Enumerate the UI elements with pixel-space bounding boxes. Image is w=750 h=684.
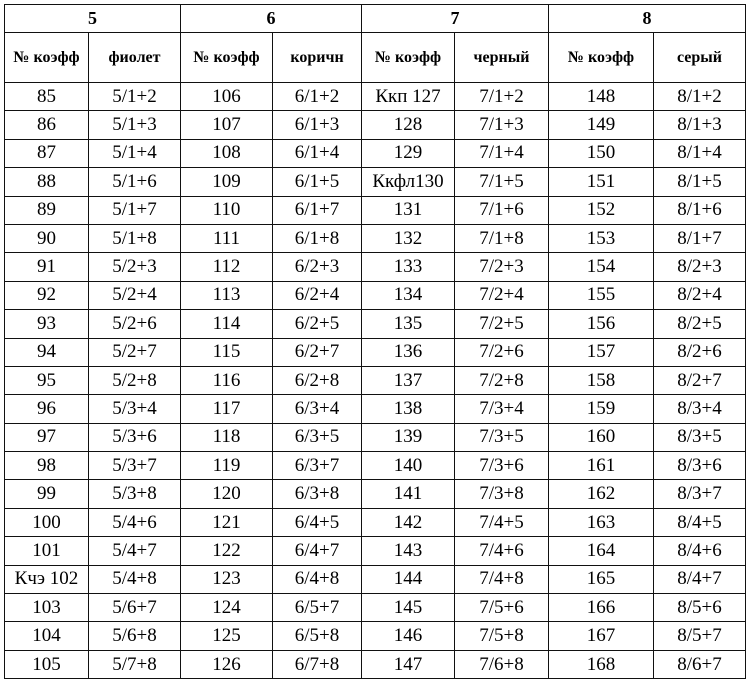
table-row	[5, 139, 746, 167]
table-cell: 5/3+7	[89, 452, 181, 480]
table-cell: 5/3+4	[89, 395, 181, 423]
table-cell: 120	[181, 480, 273, 508]
table-cell: 6/2+7	[273, 338, 362, 366]
table-cell: 167	[549, 622, 654, 650]
table-cell: 168	[549, 650, 654, 678]
table-cell: 7/3+4	[455, 395, 549, 423]
table-cell: 7/5+6	[455, 594, 549, 622]
table-cell: 152	[549, 196, 654, 224]
table-cell: 8/2+3	[654, 253, 746, 281]
table-cell: 8/1+7	[654, 224, 746, 252]
table-cell: 8/5+6	[654, 594, 746, 622]
table-cell: 110	[181, 196, 273, 224]
table-cell: 159	[549, 395, 654, 423]
table-cell: 155	[549, 281, 654, 309]
table-cell: 7/1+3	[455, 111, 549, 139]
table-cell: 131	[362, 196, 455, 224]
table-cell: 5/2+4	[89, 281, 181, 309]
table-row	[5, 253, 746, 281]
table-cell: 6/5+8	[273, 622, 362, 650]
table-cell: 109	[181, 168, 273, 196]
table-cell: 100	[5, 508, 89, 536]
table-cell: 161	[549, 452, 654, 480]
table-cell: 7/2+4	[455, 281, 549, 309]
table-cell: 8/3+7	[654, 480, 746, 508]
table-cell: 117	[181, 395, 273, 423]
table-cell: 5/1+3	[89, 111, 181, 139]
table-cell: 107	[181, 111, 273, 139]
table-cell: 147	[362, 650, 455, 678]
table-cell: 8/3+5	[654, 423, 746, 451]
table-cell: 5/2+6	[89, 310, 181, 338]
table-cell: 6/2+5	[273, 310, 362, 338]
table-cell: 140	[362, 452, 455, 480]
table-cell: 7/4+5	[455, 508, 549, 536]
table-cell: 5/6+8	[89, 622, 181, 650]
table-row	[5, 281, 746, 309]
group-header-7: 7	[362, 5, 549, 33]
table-row	[5, 338, 746, 366]
table-cell: 158	[549, 366, 654, 394]
column-header-coef-5: № коэфф	[5, 33, 89, 83]
table-cell: 7/4+8	[455, 565, 549, 593]
table-cell: 135	[362, 310, 455, 338]
table-cell: 6/1+4	[273, 139, 362, 167]
table-cell: 8/3+4	[654, 395, 746, 423]
table-cell: 139	[362, 423, 455, 451]
table-cell: 105	[5, 650, 89, 678]
table-cell: 104	[5, 622, 89, 650]
column-header-gray: серый	[654, 33, 746, 83]
column-header-violet: фиолет	[89, 33, 181, 83]
table-cell: 8/2+6	[654, 338, 746, 366]
table-cell: 119	[181, 452, 273, 480]
table-cell: 6/4+5	[273, 508, 362, 536]
table-cell: 5/2+3	[89, 253, 181, 281]
table-cell: 6/2+4	[273, 281, 362, 309]
table-cell: 118	[181, 423, 273, 451]
table-cell: 7/3+8	[455, 480, 549, 508]
table-cell: 7/4+6	[455, 537, 549, 565]
table-cell: 6/4+8	[273, 565, 362, 593]
table-cell: 143	[362, 537, 455, 565]
table-cell: 90	[5, 224, 89, 252]
table-cell: 94	[5, 338, 89, 366]
table-cell: 7/6+8	[455, 650, 549, 678]
coefficient-table-container	[4, 4, 746, 679]
table-cell: 114	[181, 310, 273, 338]
table-cell: 8/4+7	[654, 565, 746, 593]
table-cell: 6/7+8	[273, 650, 362, 678]
table-row	[5, 395, 746, 423]
table-cell: 6/1+3	[273, 111, 362, 139]
table-cell: 103	[5, 594, 89, 622]
table-cell: 113	[181, 281, 273, 309]
table-cell: 5/1+6	[89, 168, 181, 196]
table-row	[5, 224, 746, 252]
table-cell: 5/6+7	[89, 594, 181, 622]
table-cell: 154	[549, 253, 654, 281]
table-cell: 136	[362, 338, 455, 366]
table-row	[5, 594, 746, 622]
table-cell: 6/1+5	[273, 168, 362, 196]
table-cell: 95	[5, 366, 89, 394]
table-cell: 6/3+8	[273, 480, 362, 508]
table-cell: 8/1+6	[654, 196, 746, 224]
table-cell: 148	[549, 83, 654, 111]
table-cell: 8/1+5	[654, 168, 746, 196]
table-cell: Ккп 127	[362, 83, 455, 111]
table-cell: 98	[5, 452, 89, 480]
table-cell: 163	[549, 508, 654, 536]
table-cell: 6/1+7	[273, 196, 362, 224]
table-cell: 149	[549, 111, 654, 139]
table-cell: 6/4+7	[273, 537, 362, 565]
table-cell: 93	[5, 310, 89, 338]
table-cell: 106	[181, 83, 273, 111]
table-cell: 7/5+8	[455, 622, 549, 650]
table-cell: 134	[362, 281, 455, 309]
table-cell: 6/3+4	[273, 395, 362, 423]
table-cell: 116	[181, 366, 273, 394]
table-cell: 7/2+5	[455, 310, 549, 338]
table-cell: 96	[5, 395, 89, 423]
table-row	[5, 168, 746, 196]
table-cell: 144	[362, 565, 455, 593]
table-cell: 6/1+8	[273, 224, 362, 252]
table-cell: 162	[549, 480, 654, 508]
table-cell: 7/1+4	[455, 139, 549, 167]
table-cell: 6/3+7	[273, 452, 362, 480]
table-cell: 101	[5, 537, 89, 565]
table-cell: 166	[549, 594, 654, 622]
table-cell: 7/1+5	[455, 168, 549, 196]
table-cell: 5/1+7	[89, 196, 181, 224]
table-cell: 7/1+6	[455, 196, 549, 224]
table-cell: 85	[5, 83, 89, 111]
table-cell: 151	[549, 168, 654, 196]
table-cell: 133	[362, 253, 455, 281]
table-row	[5, 83, 746, 111]
table-cell: 137	[362, 366, 455, 394]
table-cell: 97	[5, 423, 89, 451]
table-cell: 5/4+6	[89, 508, 181, 536]
table-cell: 8/1+2	[654, 83, 746, 111]
column-header-row	[5, 33, 746, 83]
table-cell: 153	[549, 224, 654, 252]
table-cell: 145	[362, 594, 455, 622]
table-row	[5, 565, 746, 593]
table-cell: 142	[362, 508, 455, 536]
table-row	[5, 452, 746, 480]
table-row	[5, 480, 746, 508]
table-cell: 6/3+5	[273, 423, 362, 451]
table-cell: 123	[181, 565, 273, 593]
group-header-8: 8	[549, 5, 746, 33]
table-row	[5, 508, 746, 536]
table-row	[5, 622, 746, 650]
table-cell: 157	[549, 338, 654, 366]
table-cell: 6/5+7	[273, 594, 362, 622]
table-cell: 5/1+4	[89, 139, 181, 167]
table-cell: 5/1+8	[89, 224, 181, 252]
table-cell: 112	[181, 253, 273, 281]
table-cell: 146	[362, 622, 455, 650]
table-cell: 88	[5, 168, 89, 196]
table-cell: 87	[5, 139, 89, 167]
table-cell: 124	[181, 594, 273, 622]
table-cell: 8/4+6	[654, 537, 746, 565]
table-cell: 8/1+4	[654, 139, 746, 167]
table-cell: 141	[362, 480, 455, 508]
table-cell: 99	[5, 480, 89, 508]
column-header-coef-7: № коэфф	[362, 33, 455, 83]
table-cell: 5/4+7	[89, 537, 181, 565]
table-cell: Ккфл130	[362, 168, 455, 196]
table-cell: 6/1+2	[273, 83, 362, 111]
table-cell: 5/7+8	[89, 650, 181, 678]
group-header-5: 5	[5, 5, 181, 33]
column-header-brown: коричн	[273, 33, 362, 83]
table-cell: 8/5+7	[654, 622, 746, 650]
group-header-row	[5, 5, 746, 33]
table-cell: 6/2+3	[273, 253, 362, 281]
table-cell: 7/1+2	[455, 83, 549, 111]
column-header-black: черный	[455, 33, 549, 83]
table-cell: 8/1+3	[654, 111, 746, 139]
table-cell: 86	[5, 111, 89, 139]
table-cell: 5/3+8	[89, 480, 181, 508]
table-cell: 129	[362, 139, 455, 167]
table-cell: 138	[362, 395, 455, 423]
table-cell: 156	[549, 310, 654, 338]
table-cell: 89	[5, 196, 89, 224]
table-cell: 5/3+6	[89, 423, 181, 451]
column-header-coef-8: № коэфф	[549, 33, 654, 83]
table-cell: 125	[181, 622, 273, 650]
table-cell: 115	[181, 338, 273, 366]
table-cell: 160	[549, 423, 654, 451]
table-cell: 8/2+5	[654, 310, 746, 338]
table-cell: 8/3+6	[654, 452, 746, 480]
table-row	[5, 650, 746, 678]
table-cell: 121	[181, 508, 273, 536]
table-cell: 7/1+8	[455, 224, 549, 252]
table-cell: 7/3+5	[455, 423, 549, 451]
table-cell: 5/2+8	[89, 366, 181, 394]
group-header-6: 6	[181, 5, 362, 33]
table-cell: 8/6+7	[654, 650, 746, 678]
table-row	[5, 310, 746, 338]
table-cell: 126	[181, 650, 273, 678]
table-body	[5, 83, 746, 679]
table-cell: 7/2+8	[455, 366, 549, 394]
table-row	[5, 423, 746, 451]
column-header-coef-6: № коэфф	[181, 33, 273, 83]
table-cell: 8/4+5	[654, 508, 746, 536]
table-cell: Кчэ 102	[5, 565, 89, 593]
table-row	[5, 196, 746, 224]
table-cell: 164	[549, 537, 654, 565]
table-cell: 8/2+7	[654, 366, 746, 394]
table-cell: 132	[362, 224, 455, 252]
table-cell: 8/2+4	[654, 281, 746, 309]
table-cell: 7/3+6	[455, 452, 549, 480]
table-cell: 165	[549, 565, 654, 593]
table-row	[5, 537, 746, 565]
table-cell: 5/1+2	[89, 83, 181, 111]
table-cell: 92	[5, 281, 89, 309]
table-cell: 5/2+7	[89, 338, 181, 366]
table-row	[5, 366, 746, 394]
table-cell: 7/2+6	[455, 338, 549, 366]
table-cell: 122	[181, 537, 273, 565]
table-cell: 5/4+8	[89, 565, 181, 593]
table-row	[5, 111, 746, 139]
table-cell: 91	[5, 253, 89, 281]
table-cell: 108	[181, 139, 273, 167]
table-cell: 111	[181, 224, 273, 252]
table-cell: 150	[549, 139, 654, 167]
table-cell: 7/2+3	[455, 253, 549, 281]
coefficient-table	[4, 4, 746, 679]
table-cell: 128	[362, 111, 455, 139]
table-cell: 6/2+8	[273, 366, 362, 394]
